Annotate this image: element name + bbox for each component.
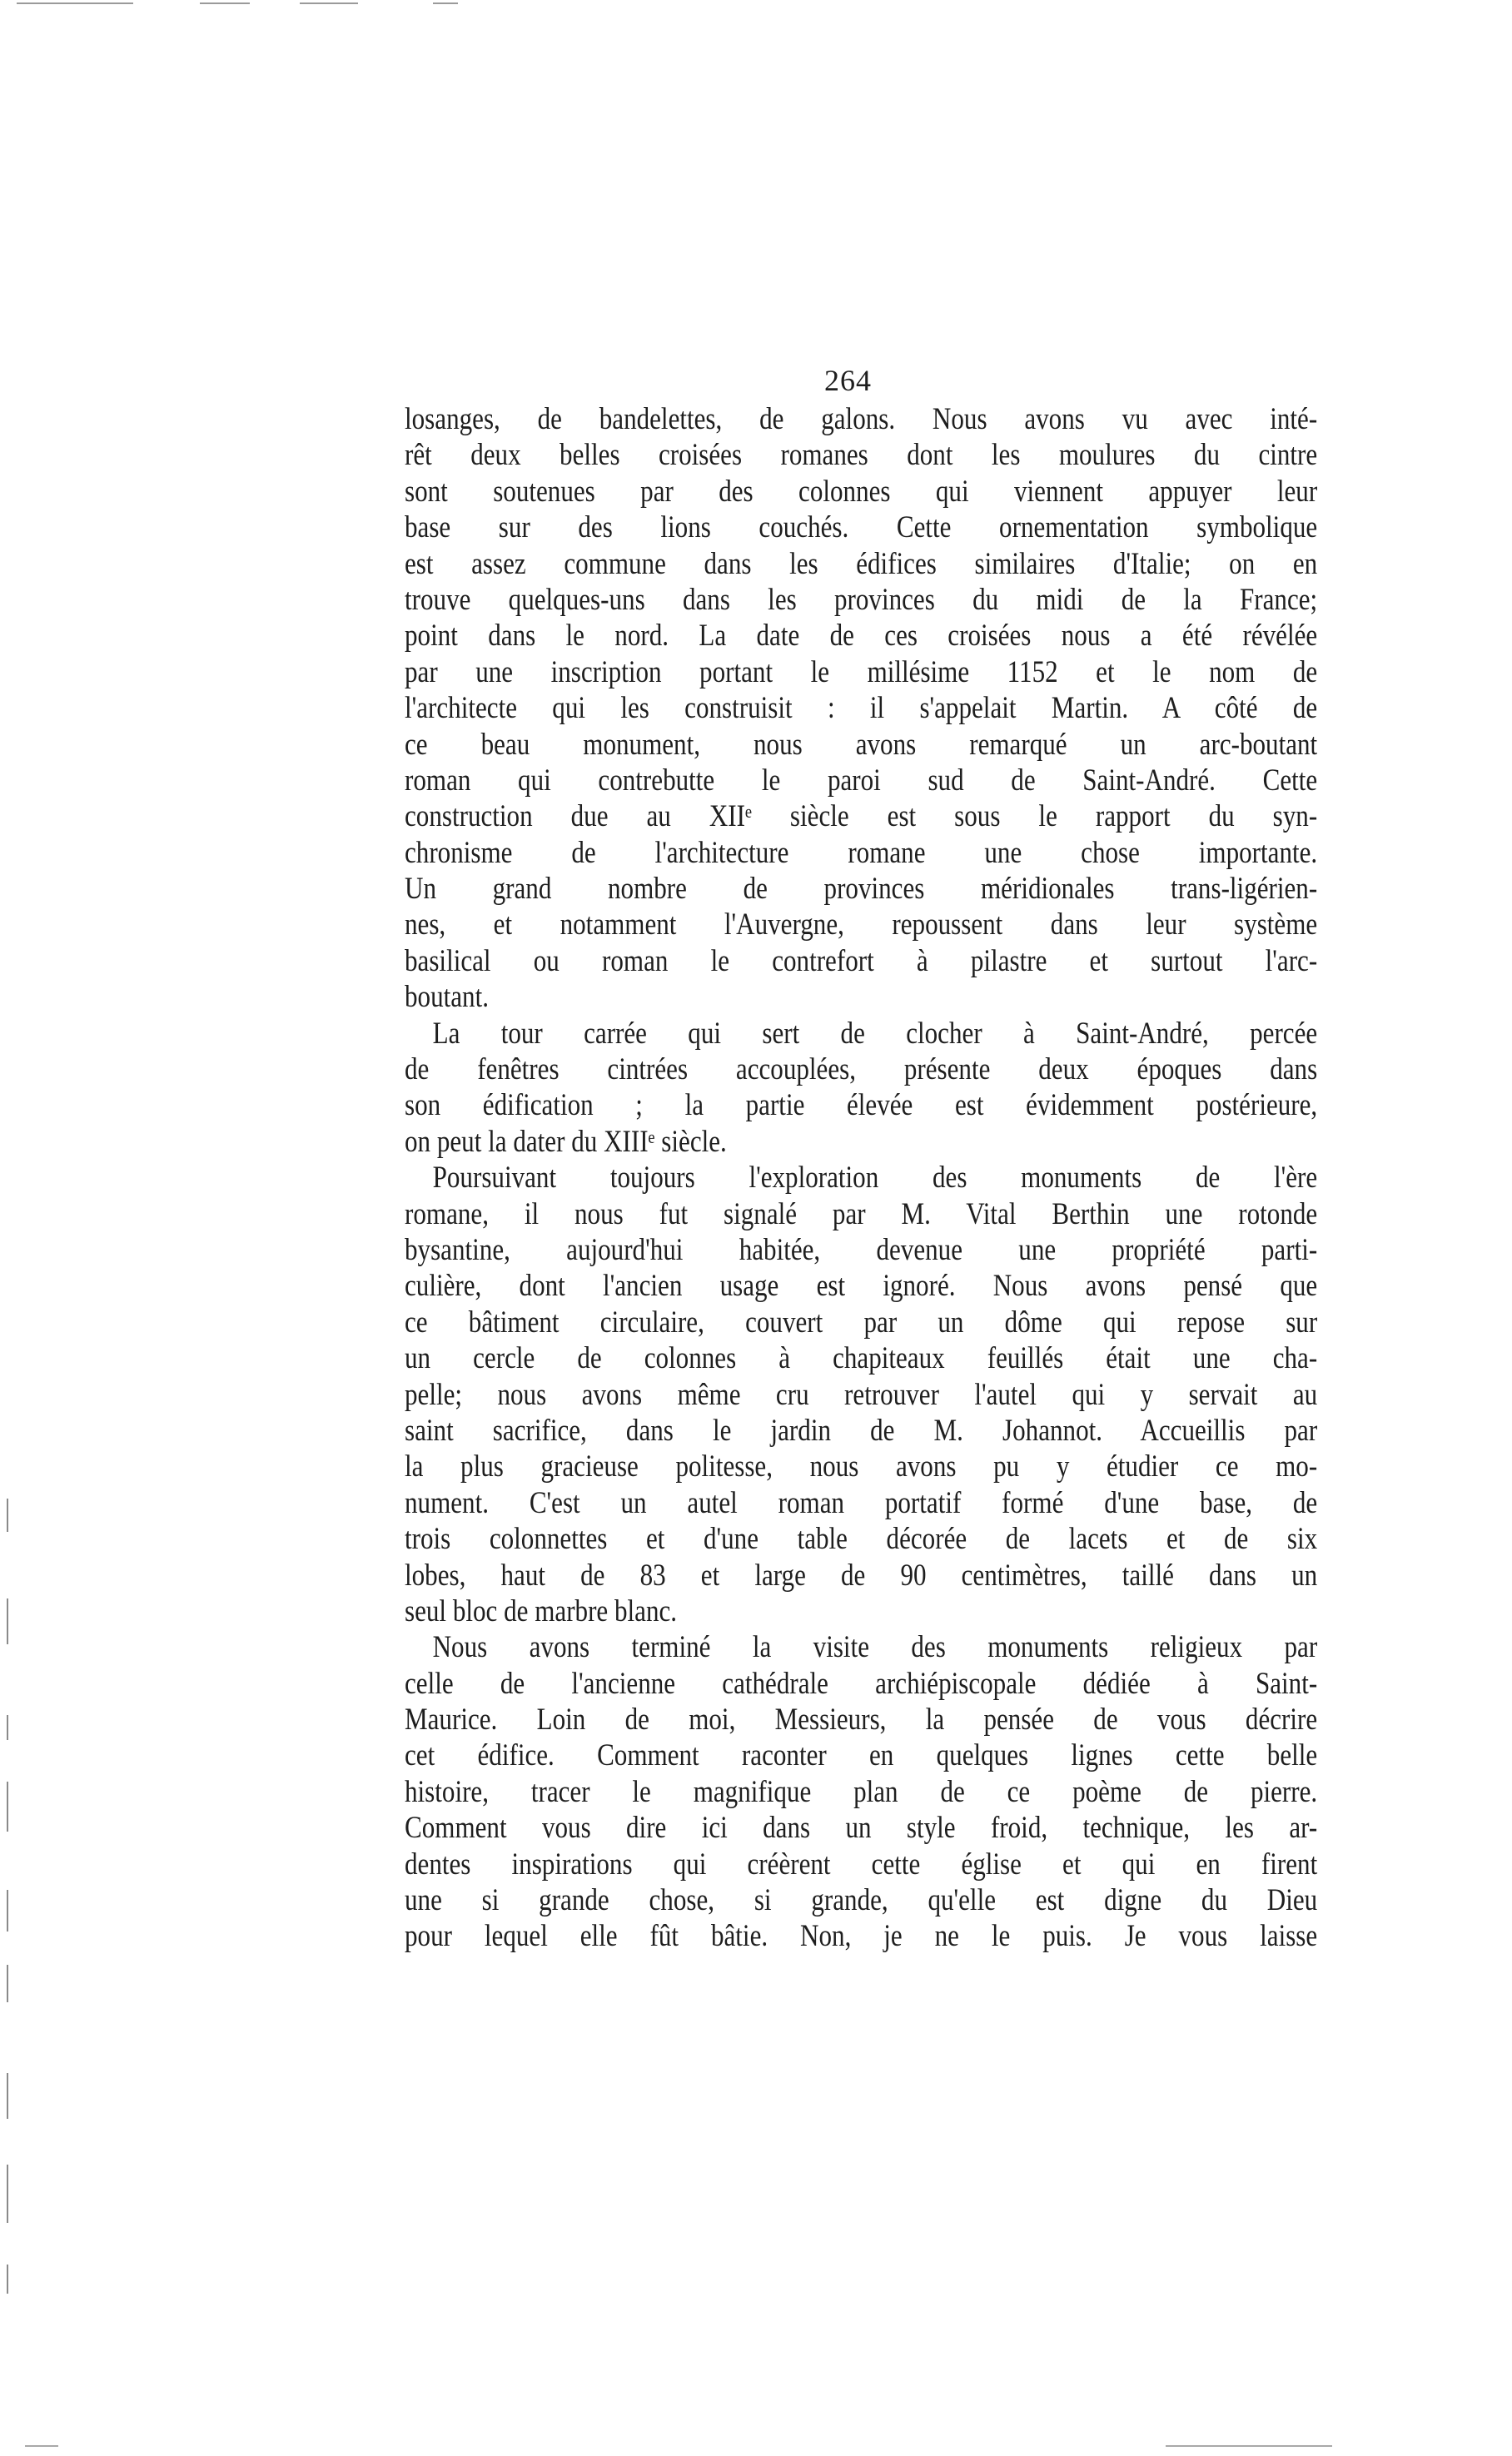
text-line: chronisme de l'architecture romane une chose importante. (405, 835, 1318, 870)
text-line: pour lequel elle fût bâtie. Non, je ne le puis. Je vous laisse (405, 1919, 1318, 1954)
text-line: dentes inspirations qui créèrent cette église et qui en firent (405, 1847, 1318, 1882)
text-line: construction due au XIIᵉ siècle est sous le rapport du syn- (405, 799, 1318, 834)
margin-tick (7, 1890, 8, 1931)
page-number: 264 (824, 364, 872, 397)
text-line: point dans le nord. La date de ces croisées nous a été révélée (405, 619, 1318, 654)
text-line: boutant. (405, 980, 489, 1015)
text-line: nes, et notamment l'Auvergne, repoussent dans leur système (405, 907, 1318, 942)
text-line: trouve quelques-uns dans les provinces du midi de la France; (405, 582, 1318, 617)
text-line: une si grande chose, si grande, qu'elle est digne du Dieu (405, 1883, 1318, 1918)
scan-dash (17, 2, 133, 4)
text-line: Maurice. Loin de moi, Messieurs, la pensée de vous décrire (405, 1703, 1318, 1738)
text-line: roman qui contrebutte le paroi sud de Saint-André. Cette (405, 763, 1318, 798)
text-line: seul bloc de marbre blanc. (405, 1593, 678, 1628)
bottom-dash (1166, 2445, 1332, 2447)
scan-dash (200, 2, 250, 4)
text-line: Poursuivant toujours l'exploration des monuments de l'ère (432, 1161, 1318, 1196)
text-line: son édification ; la partie élevée est évidemment postérieure, (405, 1088, 1318, 1123)
margin-tick (7, 1965, 8, 2002)
text-line: Un grand nombre de provinces méridionales trans-ligérien- (405, 872, 1318, 907)
text-line: culière, dont l'ancien usage est ignoré. Nous avons pensé que (405, 1269, 1318, 1304)
body-text (405, 401, 1317, 1955)
text-line: celle de l'ancienne cathédrale archiépiscopale dédiée à Saint- (405, 1666, 1318, 1701)
margin-scan-marks (7, 1499, 12, 2456)
margin-tick (7, 1499, 8, 1532)
margin-tick (7, 1782, 8, 1832)
text-line: sont soutenues par des colonnes qui viennent appuyer leur (405, 474, 1318, 509)
text-line: de fenêtres cintrées accouplées, présente deux époques dans (405, 1052, 1318, 1087)
margin-tick (7, 1598, 8, 1644)
text-line: on peut la dater du XIIIᵉ siècle. (405, 1124, 727, 1159)
text-line: romane, il nous fut signalé par M. Vital Berthin une rotonde (405, 1196, 1318, 1231)
text-line: histoire, tracer le magnifique plan de ce poème de pierre. (405, 1774, 1318, 1809)
bottom-scan-marks (0, 2443, 1512, 2449)
scan-dash (300, 2, 358, 4)
text-line: bysantine, aujourd'hui habitée, devenue une propriété parti- (405, 1232, 1318, 1267)
scan-edge-marks (0, 0, 1512, 12)
text-line: losanges, de bandelettes, de galons. Nous avons vu avec inté- (405, 402, 1318, 436)
text-line: ce bâtiment circulaire, couvert par un dôme qui repose sur (405, 1305, 1318, 1340)
text-line: la plus gracieuse politesse, nous avons pu y étudier ce mo- (405, 1449, 1318, 1484)
text-line: base sur des lions couchés. Cette ornementation symbolique (405, 510, 1318, 545)
text-line: Comment vous dire ici dans un style froid, technique, les ar- (405, 1811, 1318, 1846)
margin-tick (7, 2073, 8, 2119)
text-line: l'architecte qui les construisit : il s'appelait Martin. A côté de (405, 691, 1318, 726)
text-line: pelle; nous avons même cru retrouver l'autel qui y servait au (405, 1377, 1318, 1412)
margin-tick (7, 2265, 8, 2294)
margin-tick (7, 2165, 8, 2223)
text-line: lobes, haut de 83 et large de 90 centimètres, taillé dans un (405, 1558, 1318, 1593)
text-line: cet édifice. Comment raconter en quelques lignes cette belle (405, 1738, 1318, 1773)
margin-tick (7, 1715, 8, 1740)
text-line: nument. C'est un autel roman portatif formé d'une base, de (405, 1485, 1318, 1520)
text-line: trois colonnettes et d'une table décorée de lacets et de six (405, 1522, 1318, 1557)
text-line: un cercle de colonnes à chapiteaux feuillés était une cha- (405, 1341, 1318, 1376)
text-line: saint sacrifice, dans le jardin de M. Johannot. Accueillis par (405, 1413, 1318, 1448)
text-line: ce beau monument, nous avons remarqué un arc-boutant (405, 727, 1318, 762)
text-line: par une inscription portant le millésime 1152 et le nom de (405, 654, 1318, 689)
text-line: La tour carrée qui sert de clocher à Saint-André, percée (432, 1016, 1318, 1051)
text-line: est assez commune dans les édifices similaires d'Italie; on en (405, 546, 1318, 581)
text-line: basilical ou roman le contrefort à pilastre et surtout l'arc- (405, 943, 1318, 978)
bottom-dash (25, 2445, 58, 2447)
text-line: Nous avons terminé la visite des monuments religieux par (432, 1630, 1318, 1665)
text-line: rêt deux belles croisées romanes dont les moulures du cintre (405, 438, 1318, 473)
scan-dash (433, 2, 458, 4)
